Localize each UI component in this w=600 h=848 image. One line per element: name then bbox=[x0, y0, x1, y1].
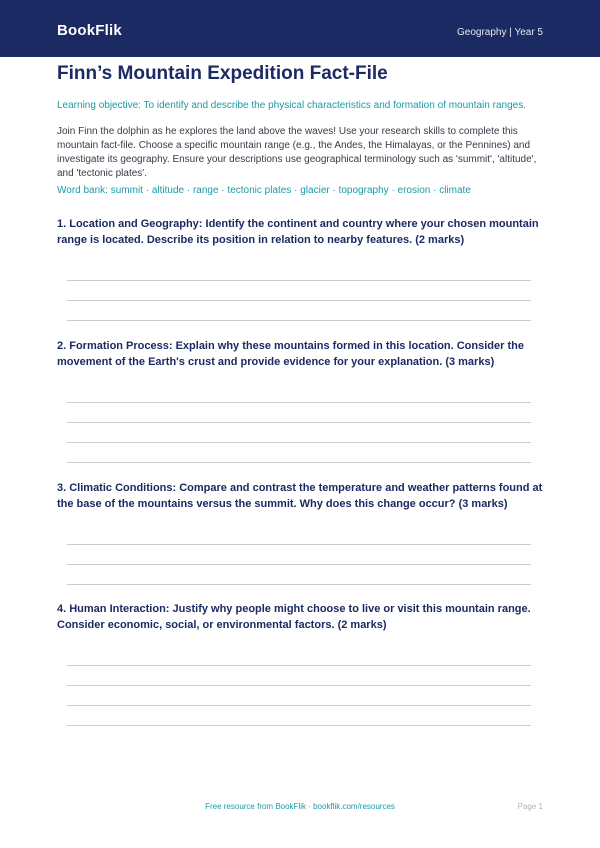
answer-line[interactable] bbox=[67, 544, 531, 545]
answer-line[interactable] bbox=[67, 320, 531, 321]
footer-credit[interactable]: Free resource from BookFlik · bookflik.com/resources bbox=[205, 802, 395, 811]
question-4: 4. Human Interaction: Justify why people might choose to live or visit this mountain range. Consider economic, social, or environmental factors. (2 marks) bbox=[57, 603, 531, 631]
answer-line[interactable] bbox=[67, 564, 531, 565]
word-bank: Word bank: summit · altitude · range · tectonic plates · glacier · topography · erosion · climate bbox=[57, 185, 471, 196]
subject-year-label: Geography | Year 5 bbox=[457, 27, 543, 38]
learning-objective: Learning objective: To identify and describe the physical characteristics and formation of mountain ranges. bbox=[57, 100, 526, 111]
answer-line[interactable] bbox=[67, 725, 531, 726]
answer-line[interactable] bbox=[67, 300, 531, 301]
question-3: 3. Climatic Conditions: Compare and contrast the temperature and weather patterns found at the base of the mountains versus the summit. Why does this change occur? (3 marks) bbox=[57, 482, 543, 510]
answer-line[interactable] bbox=[67, 665, 531, 666]
page-title: Finn’s Mountain Expedition Fact-File bbox=[57, 63, 388, 84]
brand-logo-text[interactable]: BookFlik bbox=[57, 22, 122, 39]
answer-line[interactable] bbox=[67, 442, 531, 443]
header-bar bbox=[0, 0, 600, 57]
page-number: Page 1 bbox=[517, 802, 543, 811]
answer-line[interactable] bbox=[67, 685, 531, 686]
question-1: 1. Location and Geography: Identify the continent and country where your chosen mountain range is located. Describe its position in relation to nearby features. (2 marks) bbox=[57, 218, 539, 246]
answer-line[interactable] bbox=[67, 402, 531, 403]
answer-line[interactable] bbox=[67, 462, 531, 463]
answer-line[interactable] bbox=[67, 584, 531, 585]
answer-line[interactable] bbox=[67, 422, 531, 423]
question-2: 2. Formation Process: Explain why these mountains formed in this location. Consider the movement of the Earth's crust and provide evidence for your explanation. (3 marks) bbox=[57, 340, 524, 368]
answer-line[interactable] bbox=[67, 280, 531, 281]
answer-line[interactable] bbox=[67, 705, 531, 706]
intro-paragraph: Join Finn the dolphin as he explores the land above the waves! Use your research skills to complete this mountain fact-file. Choose a specific mountain range (e.g., the Andes, the Himalayas, or the Pennines) and investigate its geography. Ensure your descriptions use geographical terminology such as 'summit', 'altitude', and 'tectonic plates'. bbox=[57, 126, 537, 179]
